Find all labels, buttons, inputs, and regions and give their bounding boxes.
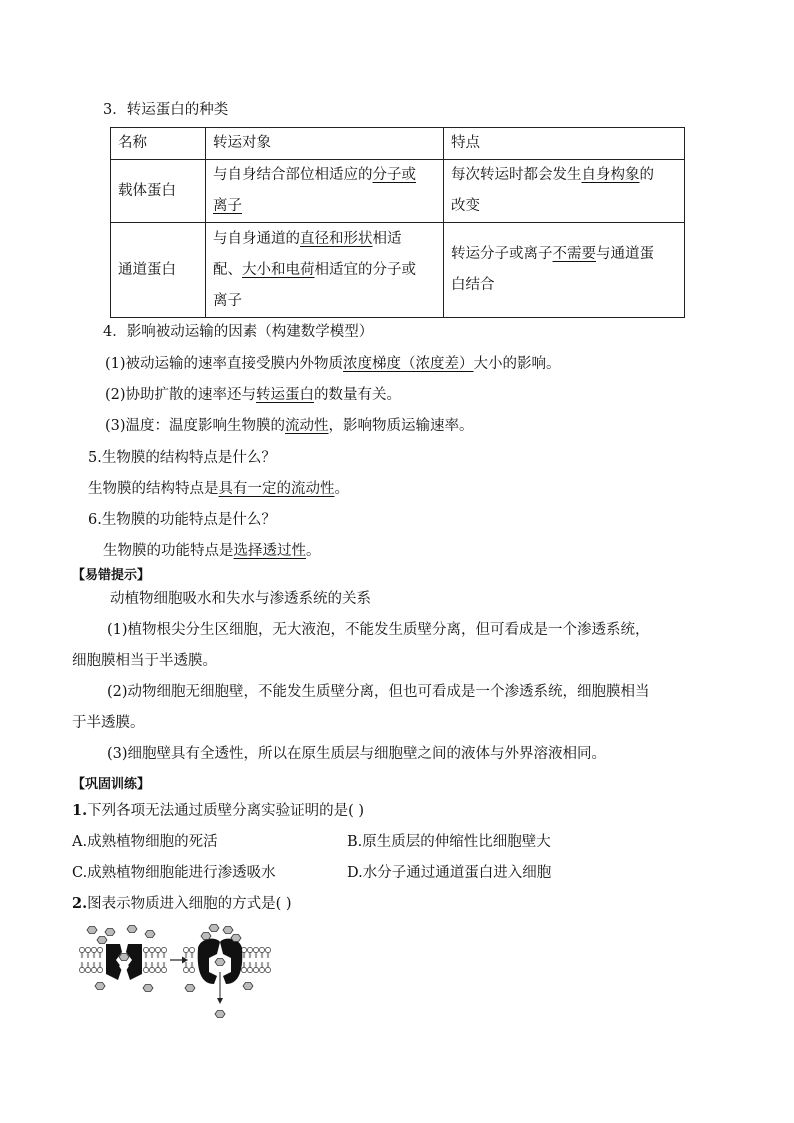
downward-arrow-icon xyxy=(217,972,223,1004)
q1-option-c: C.成熟植物细胞能进行渗透吸水 xyxy=(72,865,276,881)
channel-object-line3: 离子 xyxy=(213,292,242,309)
carrier-protein-diagram xyxy=(78,922,278,1022)
transport-protein-table xyxy=(110,127,685,318)
section-4-heading: 4．影响被动运输的因素（构建数学模型） xyxy=(103,324,374,340)
table-header-row xyxy=(111,128,685,160)
tips-p1-line2: 细胞膜相当于半透膜。 xyxy=(72,653,217,669)
cell-channel-feature xyxy=(444,223,685,318)
tips-title: 【易错提示】 xyxy=(72,568,151,583)
tips-p2-line2: 于半透膜。 xyxy=(72,715,145,731)
tips-p1-line1: (1)植物根尖分生区细胞，无大液泡，不能发生质壁分离，但可看成是一个渗透系统， xyxy=(107,622,650,638)
cell-channel-object xyxy=(206,223,444,318)
cell-carrier-name: 载体蛋白 xyxy=(111,160,206,223)
section-4-item-2: (2)协助扩散的速率还与转运蛋白的数量有关。 xyxy=(105,387,402,403)
section-6-answer: 生物膜的功能特点是选择透过性。 xyxy=(103,543,321,559)
section-5-question: 5.生物膜的结构特点是什么？ xyxy=(88,450,276,466)
section-4-item-1: (1)被动运输的速率直接受膜内外物质浓度梯度（浓度差）大小的影响。 xyxy=(105,356,561,372)
carrier-feature-line1: 每次转运时都会发生自身构象的 xyxy=(451,167,654,183)
carrier-feature-line2: 改变 xyxy=(451,198,480,214)
table-row-carrier xyxy=(111,160,685,223)
section-4-item-3: (3)温度：温度影响生物膜的流动性，影响物质运输速率。 xyxy=(105,418,474,434)
practice-title: 【巩固训练】 xyxy=(72,777,151,792)
section-6-question: 6.生物膜的功能特点是什么？ xyxy=(88,512,276,528)
carrier-protein-open-icon xyxy=(106,944,142,980)
q1-option-a: A.成熟植物细胞的死活 xyxy=(72,834,218,850)
carrier-object-line1: 与自身结合部位相适应的分子或 xyxy=(213,167,416,183)
header-name: 名称 xyxy=(111,128,206,160)
question-2: 2.图表示物质进入细胞的方式是( ) xyxy=(72,895,292,912)
channel-feature-line1: 转运分子或离子不需要与通道蛋 xyxy=(451,246,654,262)
question-1: 1.下列各项无法通过质壁分离实验证明的是( ) xyxy=(72,802,365,819)
cell-carrier-object xyxy=(206,160,444,223)
q1-option-d: D.水分子通过通道蛋白进入细胞 xyxy=(347,865,552,881)
tips-subtitle: 动植物细胞吸水和失水与渗透系统的关系 xyxy=(110,591,371,607)
header-object: 转运对象 xyxy=(206,128,444,160)
table-row-channel xyxy=(111,223,685,318)
section-3-heading: 3．转运蛋白的种类 xyxy=(103,102,229,118)
channel-object-line1: 与自身通道的直径和形状相适 xyxy=(213,230,402,247)
carrier-object-line2: 离子 xyxy=(213,198,242,214)
section-5-answer: 生物膜的结构特点是具有一定的流动性。 xyxy=(88,481,349,497)
channel-object-line2: 配、大小和电荷相适宜的分子或 xyxy=(213,261,416,278)
tips-p2-line1: (2)动物细胞无细胞壁，不能发生质壁分离，但也可看成是一个渗透系统，细胞膜相当 xyxy=(107,684,650,700)
tips-p3: (3)细胞壁具有全透性，所以在原生质层与细胞壁之间的液体与外界溶液相同。 xyxy=(107,746,607,762)
cell-carrier-feature xyxy=(444,160,685,223)
q1-option-b: B.原生质层的伸缩性比细胞壁大 xyxy=(347,834,551,850)
header-feature: 特点 xyxy=(444,128,685,160)
channel-feature-line2: 白结合 xyxy=(451,277,495,293)
cell-channel-name: 通道蛋白 xyxy=(111,223,206,318)
